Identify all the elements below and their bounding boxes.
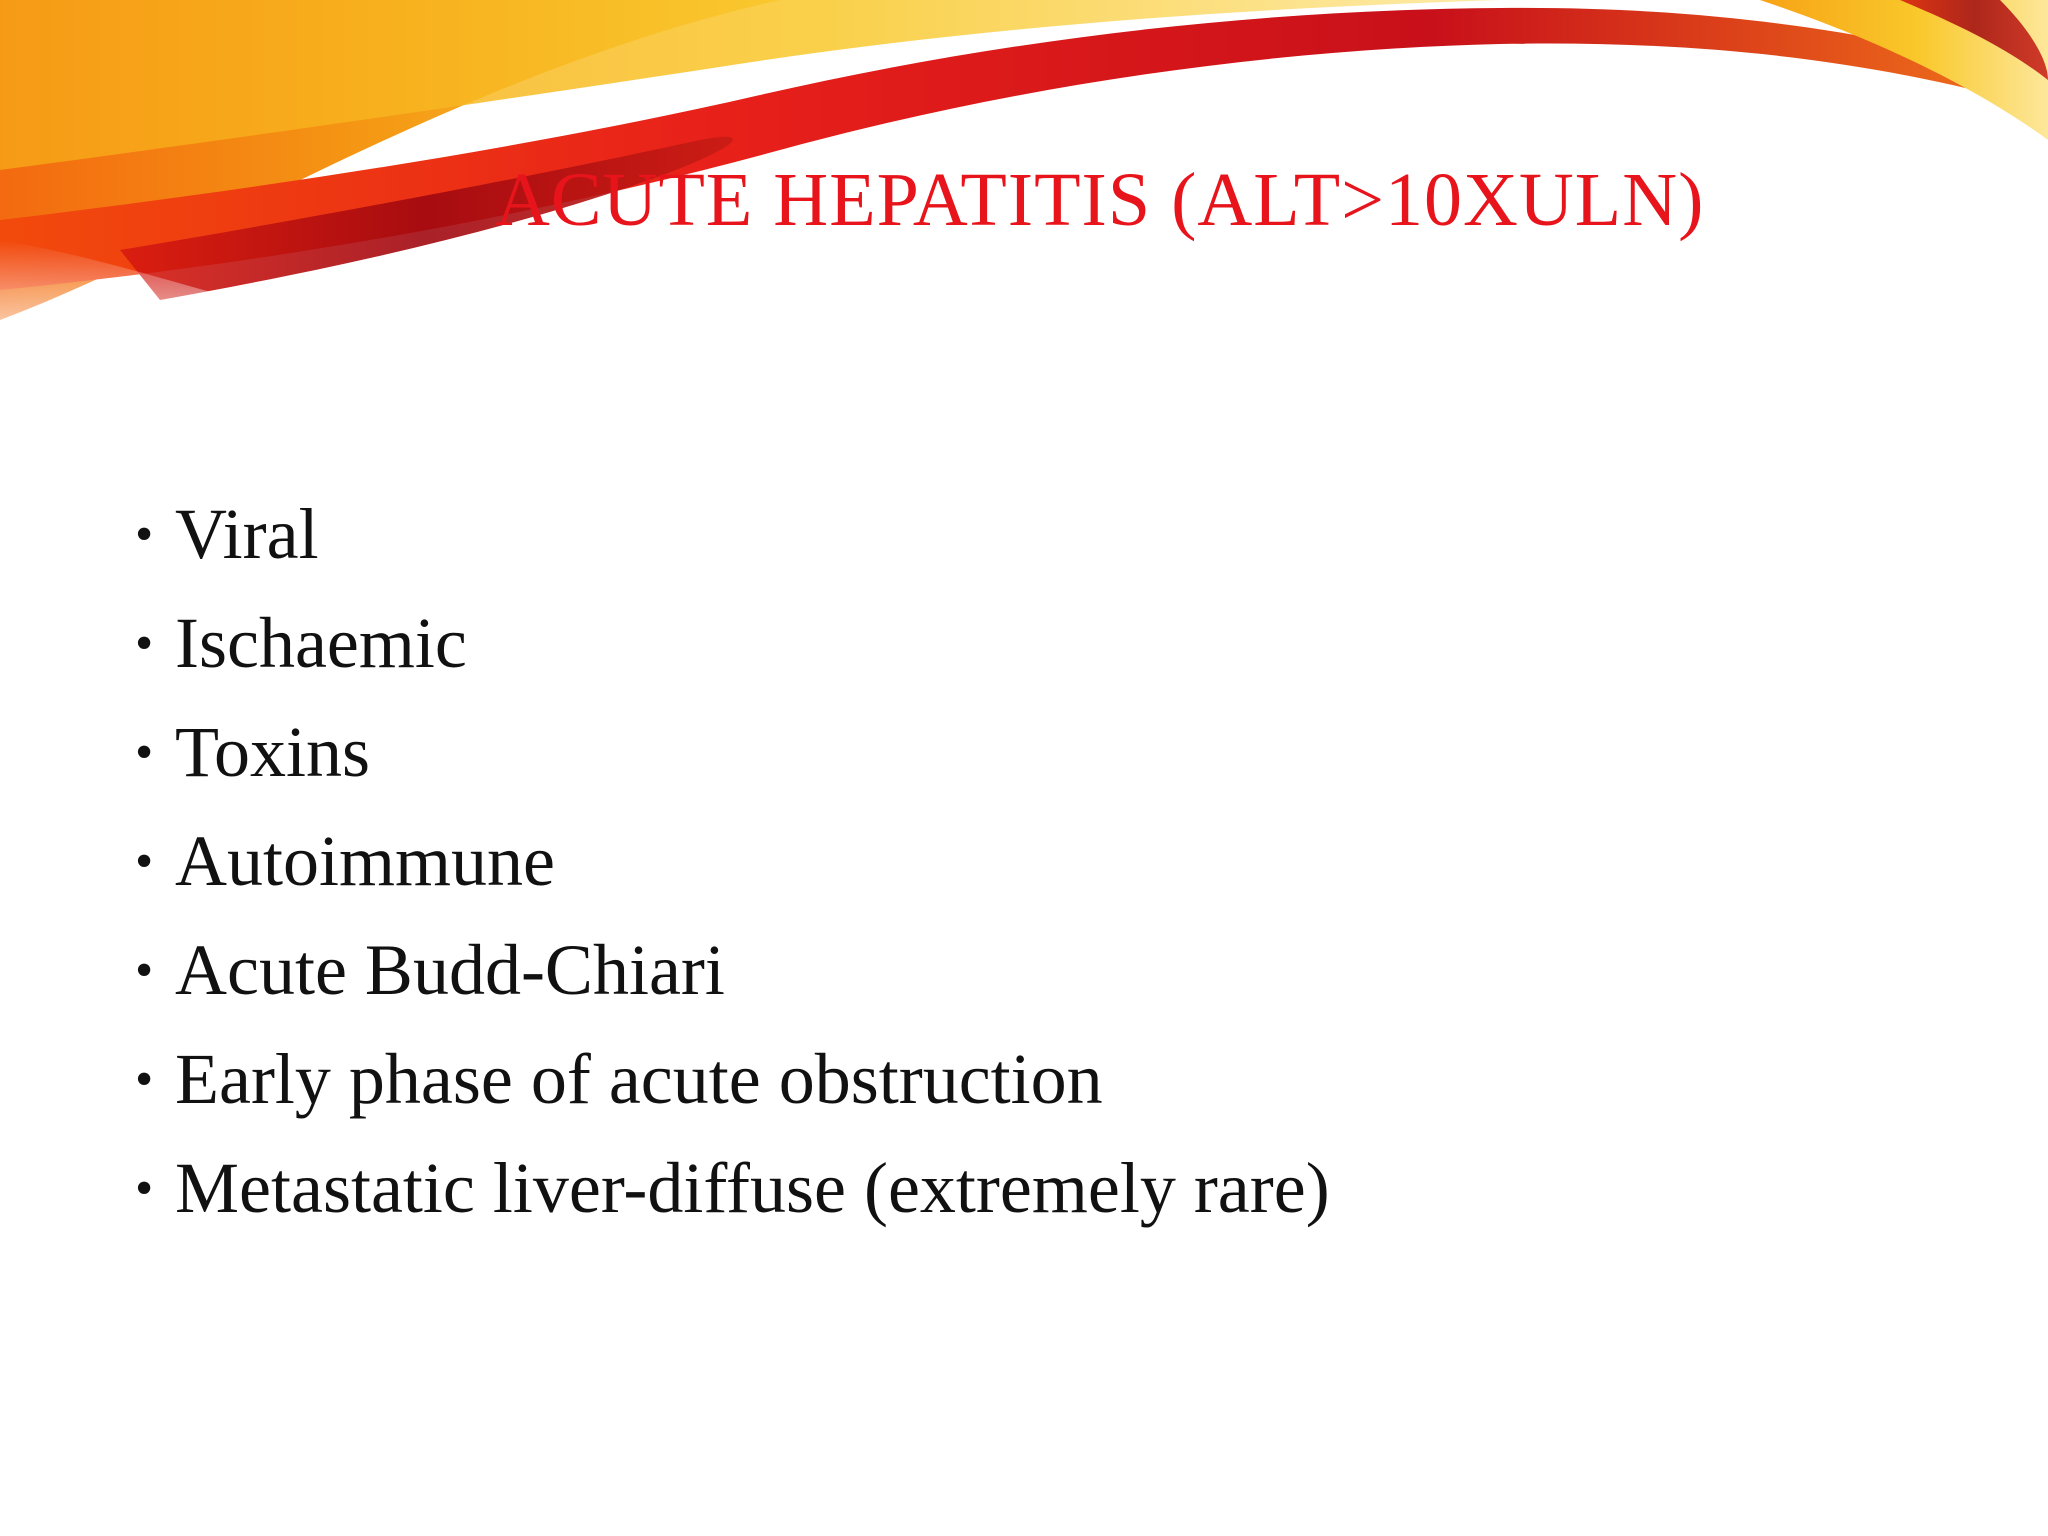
slide-title: ACUTE HEPATITIS (ALT>10XULN) bbox=[495, 158, 1705, 242]
bullet-item bbox=[135, 807, 1935, 916]
bullet-list bbox=[135, 480, 1935, 1243]
bullet-item bbox=[135, 589, 1935, 698]
bullet-dot: • bbox=[135, 1051, 154, 1108]
bullet-item bbox=[135, 480, 1935, 589]
bullet-dot: • bbox=[135, 506, 154, 563]
bullet-item bbox=[135, 1025, 1935, 1134]
bullet-text: Metastatic liver-diffuse (extremely rare) bbox=[175, 1148, 1330, 1228]
bullet-dot: • bbox=[135, 724, 154, 781]
bullet-item bbox=[135, 916, 1935, 1025]
bullet-dot: • bbox=[135, 833, 154, 890]
bullet-text: Toxins bbox=[175, 712, 370, 792]
bullet-text: Autoimmune bbox=[175, 821, 555, 901]
bullet-dot: • bbox=[135, 942, 154, 999]
bullet-text: Ischaemic bbox=[175, 603, 467, 683]
bullet-item bbox=[135, 698, 1935, 807]
bullet-item bbox=[135, 1134, 1935, 1243]
bullet-dot: • bbox=[135, 615, 154, 672]
bullet-text: Early phase of acute obstruction bbox=[175, 1039, 1103, 1119]
bullet-dot: • bbox=[135, 1160, 154, 1217]
bullet-text: Viral bbox=[175, 494, 319, 574]
bullet-text: Acute Budd-Chiari bbox=[175, 930, 725, 1010]
